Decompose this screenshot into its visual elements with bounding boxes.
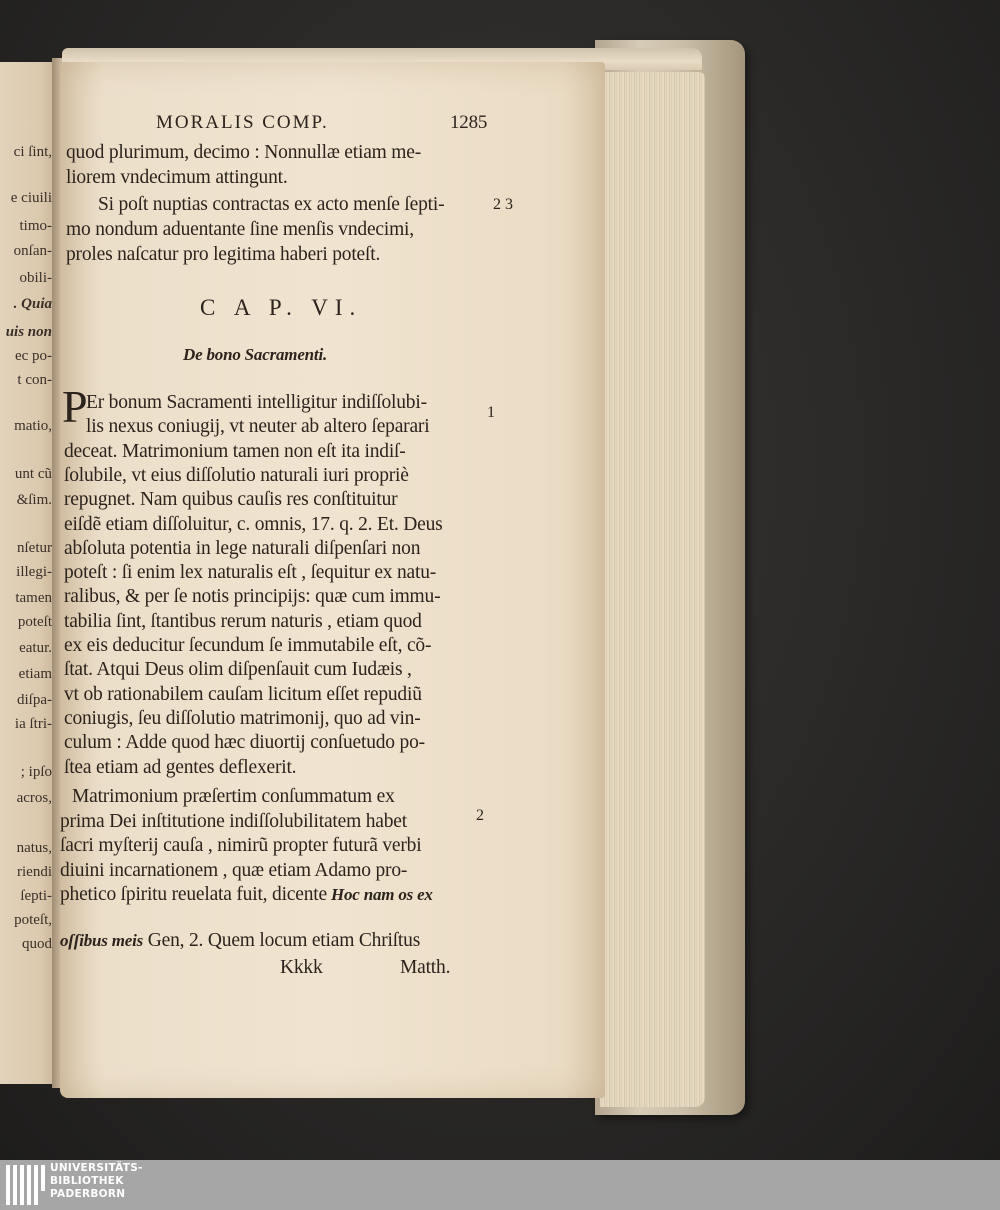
- text-line: prima Dei inſtitutione indiſſolubilitatem habet: [60, 810, 407, 832]
- text-line: ſacri myſterij cauſa , nimirũ propter futurã verbi: [60, 835, 422, 856]
- text-line: ſolubile, vt eius diſſolutio naturali iuri propriè: [64, 464, 409, 486]
- text-line: culum : Adde quod hæc diuortij conſuetudo po-: [64, 732, 425, 754]
- logo-line-3: PADERBORN: [50, 1188, 126, 1200]
- left-page-fragment: obili-: [19, 270, 52, 286]
- text-line: lis nexus coniugij, vt neuter ab altero ſeparari: [86, 416, 430, 438]
- text-line: Si poſt nuptias contractas ex acto menſe ſepti-: [98, 194, 445, 215]
- logo-line-1: UNIVERSITÄTS-: [50, 1162, 143, 1174]
- left-page-fragment: illegi-: [16, 564, 52, 580]
- last-line-text: Gen, 2. Quem locum etiam Chriſtus: [147, 930, 421, 951]
- text-line: proles naſcatur pro legitima haberi poteſt.: [66, 244, 381, 265]
- library-logo-icon: [6, 1163, 46, 1207]
- left-page-fragment: diſpa-: [17, 692, 52, 708]
- facing-left-page: [0, 62, 58, 1084]
- text-line: deceat. Matrimonium tamen non eſt ita indiſ-: [64, 440, 406, 462]
- text-line: abſoluta potentia in lege naturali diſpenſari non: [64, 537, 421, 559]
- left-page-fragment: uis non: [5, 324, 52, 340]
- page-fore-edge: [600, 72, 705, 1107]
- left-page-fragment: acros,: [16, 790, 52, 806]
- italic-quote: Hoc nam os ex: [326, 885, 433, 904]
- text-line: ſtea etiam ad gentes deflexerit.: [64, 756, 297, 778]
- left-page-fragment: onſan-: [13, 243, 52, 259]
- left-page-fragment: unt cũ: [14, 466, 52, 482]
- left-page-fragment: tamen: [15, 590, 52, 606]
- last-text-line: [60, 930, 420, 952]
- catchword: Matth.: [400, 957, 451, 978]
- text-line: ex eis deducitur ſecundum ſe immutabile eſt, cõ-: [64, 635, 432, 656]
- left-page-fragment: . Quia: [13, 296, 52, 312]
- text-line: poteſt : ſi enim lex naturalis eſt , ſequitur ex natu-: [64, 562, 437, 584]
- left-page-fragment: ; ipſo: [20, 764, 52, 780]
- text-line: diuini incarnationem , quæ etiam Adamo pro-: [60, 859, 408, 881]
- text-line: coniugis, ſeu diſſolutio matrimonij, quo ad vin-: [64, 707, 421, 729]
- left-page-fragment: ſepti-: [20, 888, 52, 904]
- left-page-fragment: ec po-: [14, 348, 52, 364]
- margin-note: 2: [476, 807, 484, 824]
- text-line: tabilia ſint, ſtantibus rerum naturis , etiam quod: [64, 610, 422, 632]
- text-line: Er bonum Sacramenti intelligitur indiſſolubi-: [86, 392, 427, 413]
- margin-note: 2 3: [493, 196, 513, 213]
- text-line: liorem vndecimum attingunt.: [66, 167, 288, 188]
- italic-quote: oſſibus meis: [60, 931, 144, 950]
- text-line: vt ob rationabilem cauſam licitum eſſet repudiũ: [64, 683, 422, 705]
- left-page-fragment: poteſt: [17, 614, 52, 630]
- text-line: ralibus, & per ſe notis principijs: quæ cum immu-: [64, 586, 441, 608]
- left-page-fragment: etiam: [18, 666, 52, 682]
- left-page-fragment: poteſt,: [14, 912, 52, 928]
- left-page-fragment: ia ſtri-: [14, 716, 52, 732]
- left-page-fragment: &ſim.: [16, 492, 52, 508]
- left-page-fragment: e ciuili: [10, 190, 52, 206]
- text-line: quod plurimum, decimo : Nonnullæ etiam me-: [66, 142, 422, 163]
- running-head: MORALIS COMP.: [156, 112, 329, 133]
- text-line: repugnet. Nam quibus cauſis res conſtituitur: [64, 489, 398, 511]
- library-logo-bar: [0, 1160, 1000, 1210]
- text-line: eiſdẽ etiam diſſoluitur, c. omnis, 17. q. 2. Et. Deus: [64, 513, 443, 535]
- left-page-fragment: natus,: [16, 840, 52, 856]
- left-page-fragment: riendi: [17, 864, 52, 880]
- text-line: mo nondum aduentante ſine menſis vndecimi,: [66, 219, 414, 240]
- left-page-fragment: nſetur: [17, 540, 52, 556]
- left-page-fragment: t con-: [17, 372, 52, 388]
- left-page-fragment: matio,: [14, 418, 52, 434]
- page-number: 1285: [450, 112, 488, 133]
- text-line: Matrimonium præſertim conſummatum ex: [72, 786, 395, 807]
- text-line: phetico ſpiritu reuelata fuit, dicente Hoc nam os ex: [60, 884, 433, 905]
- left-page-fragment: timo-: [19, 218, 52, 234]
- left-page-fragment: quod: [22, 936, 52, 952]
- chapter-subtitle: De bono Sacramenti.: [183, 345, 328, 364]
- signature-mark: Kkkk: [280, 957, 323, 978]
- logo-line-2: BIBLIOTHEK: [50, 1175, 124, 1187]
- text-line: ſtat. Atqui Deus olim diſpenſauit cum Iudæis ,: [64, 659, 412, 681]
- left-page-fragment: ci ſint,: [13, 144, 52, 160]
- chapter-heading: C A P. VI.: [200, 295, 363, 320]
- margin-note: 1: [487, 404, 495, 421]
- drop-cap: P: [62, 381, 88, 432]
- left-page-fragment: eatur.: [19, 640, 52, 656]
